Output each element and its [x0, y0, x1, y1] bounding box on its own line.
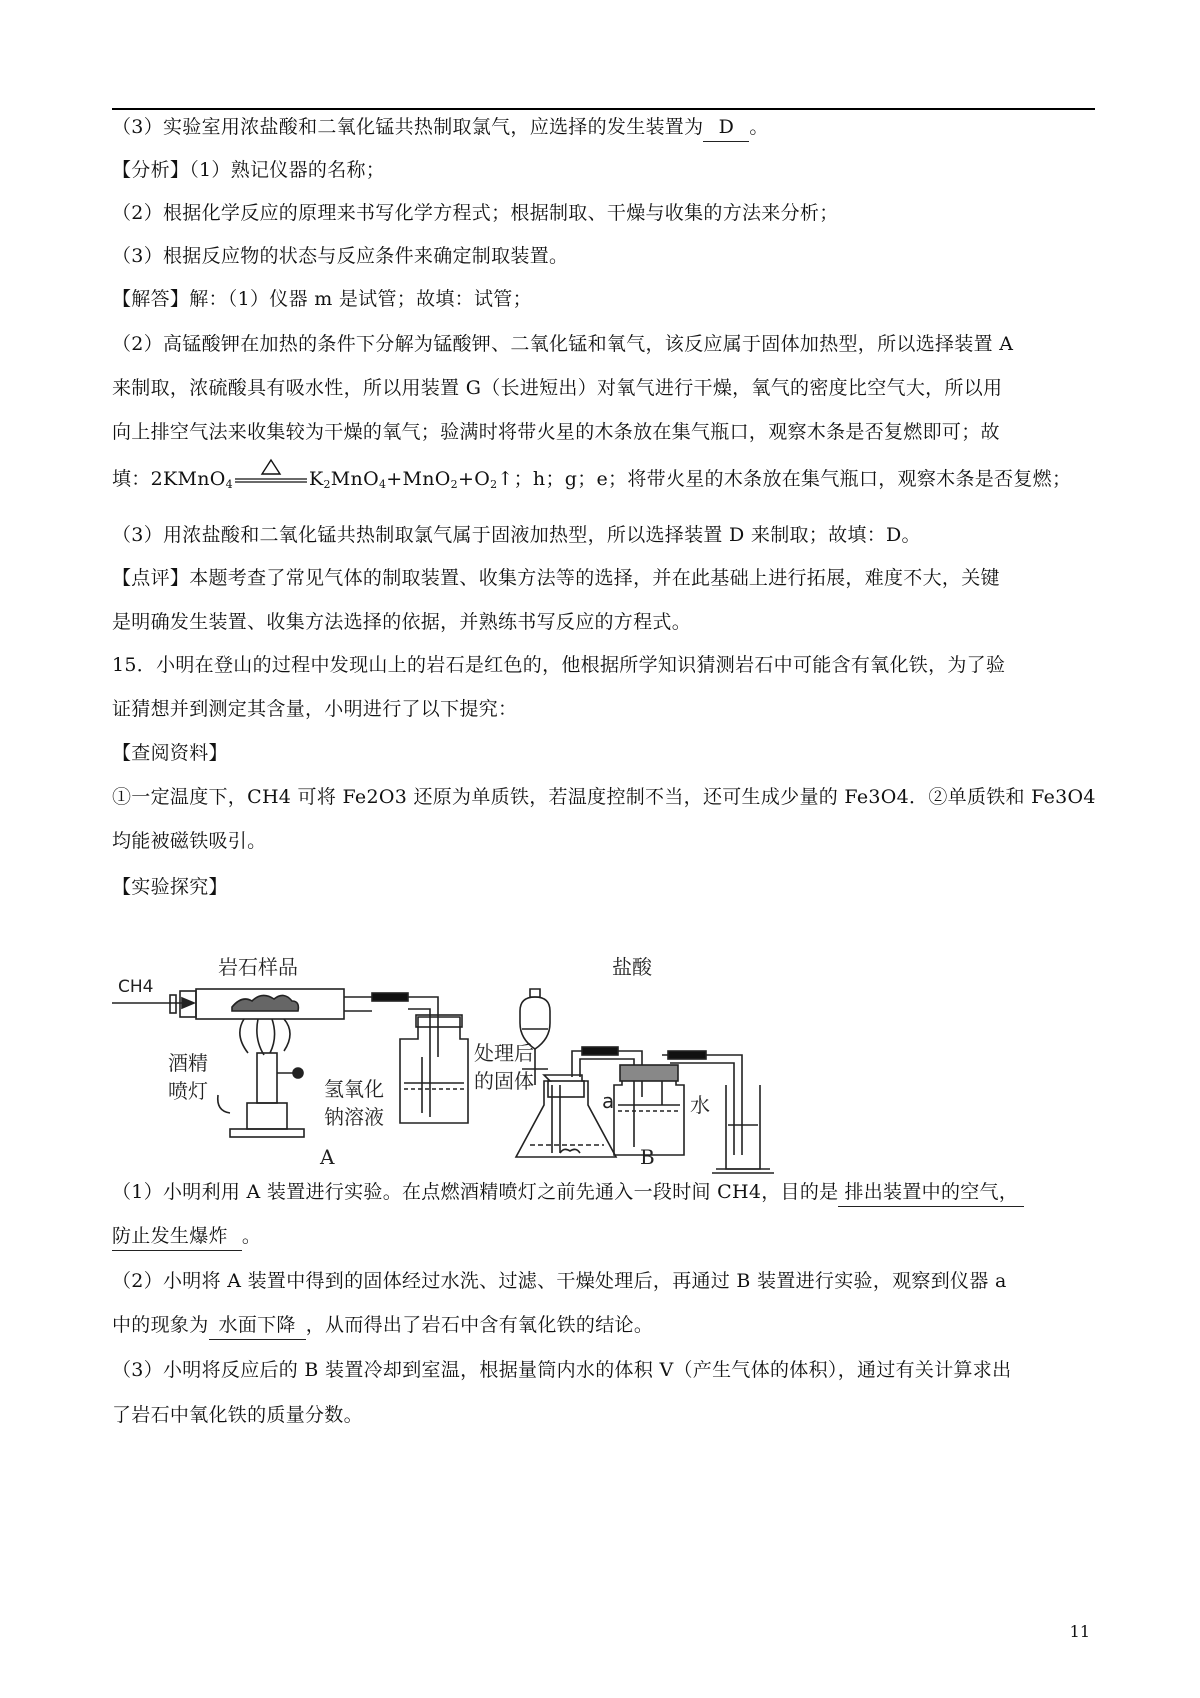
text-line: 证猜想并到测定其含量，小明进行了以下提究：: [112, 698, 518, 720]
subscript: 2: [450, 478, 458, 491]
solid-label: 处理后: [474, 1041, 534, 1065]
text-line: 向上排空气法来收集较为干燥的氧气；验满时将带火星的木条放在集气瓶口，观察木条是否复燃即可；故: [112, 421, 1000, 443]
text-line: （2）高锰酸钾在加热的条件下分解为锰酸钾、二氧化锰和氧气，该反应属于固体加热型，所以选择装置 A: [112, 333, 1014, 355]
apparatus-b-label: B: [640, 1145, 655, 1169]
equation-text: K: [308, 468, 324, 490]
subscript: 4: [225, 478, 233, 491]
text-line: 15．小明在登山的过程中发现山上的岩石是红色的，他根据所学知识猜测岩石中可能含有氧化铁，为了验: [112, 654, 1006, 676]
equation-text: 填：2KMnO: [112, 468, 226, 490]
a-label: a: [602, 1089, 615, 1113]
text-line: [112, 1222, 261, 1251]
answer-blank: D: [703, 113, 749, 142]
line-text: ，从而得出了岩石中含有氧化铁的结论。: [305, 1314, 654, 1336]
line-text: 中的现象为: [112, 1314, 209, 1336]
acid-label: 盐酸: [612, 955, 652, 979]
text-line: 【点评】本题考查了常见气体的制取装置、收集方法等的选择，并在此基础上进行拓展，难度不大，关键: [112, 567, 1000, 589]
text-line: 了岩石中氧化铁的质量分数。: [112, 1404, 363, 1426]
equation-text: MnO: [330, 468, 379, 490]
answer-blank: 防止发生爆炸: [112, 1222, 242, 1251]
ch4-label: CH4: [118, 977, 154, 997]
equation-text: +MnO: [386, 468, 451, 490]
text-line: 来制取，浓硫酸具有吸水性，所以用装置 G（长进短出）对氧气进行干燥，氧气的密度比空气大，所以用: [112, 377, 1003, 399]
text-line: [112, 1178, 1024, 1207]
text-line: （3）小明将反应后的 B 装置冷却到室温，根据量筒内水的体积 V（产生气体的体积），通过有关计算求出: [112, 1359, 1012, 1381]
equation-text: ↑；h；g；e；将带火星的木条放在集气瓶口，观察木条是否复燃；: [497, 468, 1072, 490]
equation-text: +O: [457, 468, 491, 490]
text-line: [112, 1311, 653, 1340]
equation-line: [112, 465, 1071, 499]
water-label: 水: [690, 1093, 710, 1117]
rock-sample-label: 岩石样品: [218, 955, 298, 979]
text-line: 【分析】（1）熟记仪器的名称；: [112, 159, 386, 181]
answer-blank: 排出装置中的空气，: [838, 1178, 1024, 1207]
text-line: 【实验探究】: [112, 876, 228, 898]
naoh-label: 氢氧化: [324, 1077, 384, 1101]
line-text: 。: [749, 116, 769, 138]
text-line: 【解答】解：（1）仪器 m 是试管；故填：试管；: [112, 288, 532, 310]
page-number: 11: [1069, 1622, 1090, 1641]
text-line: （3）用浓盐酸和二氧化锰共热制取氯气属于固液加热型，所以选择装置 D 来制取；故填：D。: [112, 524, 921, 546]
line-text: （3）实验室用浓盐酸和二氧化锰共热制取氯气，应选择的发生装置为: [112, 116, 704, 138]
text-line: 是明确发生装置、收集方法选择的依据，并熟练书写反应的方程式。: [112, 611, 692, 633]
answer-blank: 水面下降: [209, 1311, 306, 1340]
lamp-label: 酒精: [168, 1051, 208, 1075]
text-line: （3）根据反应物的状态与反应条件来确定制取装置。: [112, 245, 569, 267]
line-text: （1）小明利用 A 装置进行实验。在点燃酒精喷灯之前先通入一段时间 CH4，目的是: [112, 1181, 839, 1203]
heat-arrow: [233, 470, 309, 490]
lamp-label: 喷灯: [168, 1079, 208, 1103]
subscript: 2: [323, 478, 331, 491]
line-text: 。: [241, 1225, 262, 1247]
text-line: [112, 113, 769, 142]
apparatus-a-label: A: [320, 1145, 335, 1169]
header-rule: [112, 108, 1095, 110]
subscript: 4: [378, 478, 387, 491]
text-line: （2）小明将 A 装置中得到的固体经过水洗、过滤、干燥处理后，再通过 B 装置进行实验，观察到仪器 a: [112, 1270, 1007, 1292]
naoh-label: 钠溶液: [324, 1105, 384, 1129]
text-line: 【查阅资料】: [112, 742, 228, 764]
text-line: 均能被磁铁吸引。: [112, 830, 267, 852]
text-line: （2）根据化学反应的原理来书写化学方程式；根据制取、干燥与收集的方法来分析；: [112, 202, 839, 224]
subscript: 2: [490, 478, 498, 491]
text-line: ①一定温度下，CH4 可将 Fe2O3 还原为单质铁，若温度控制不当，还可生成少量的 Fe3O4．②单质铁和 Fe3O4: [112, 786, 1096, 808]
solid-label: 的固体: [474, 1069, 534, 1093]
